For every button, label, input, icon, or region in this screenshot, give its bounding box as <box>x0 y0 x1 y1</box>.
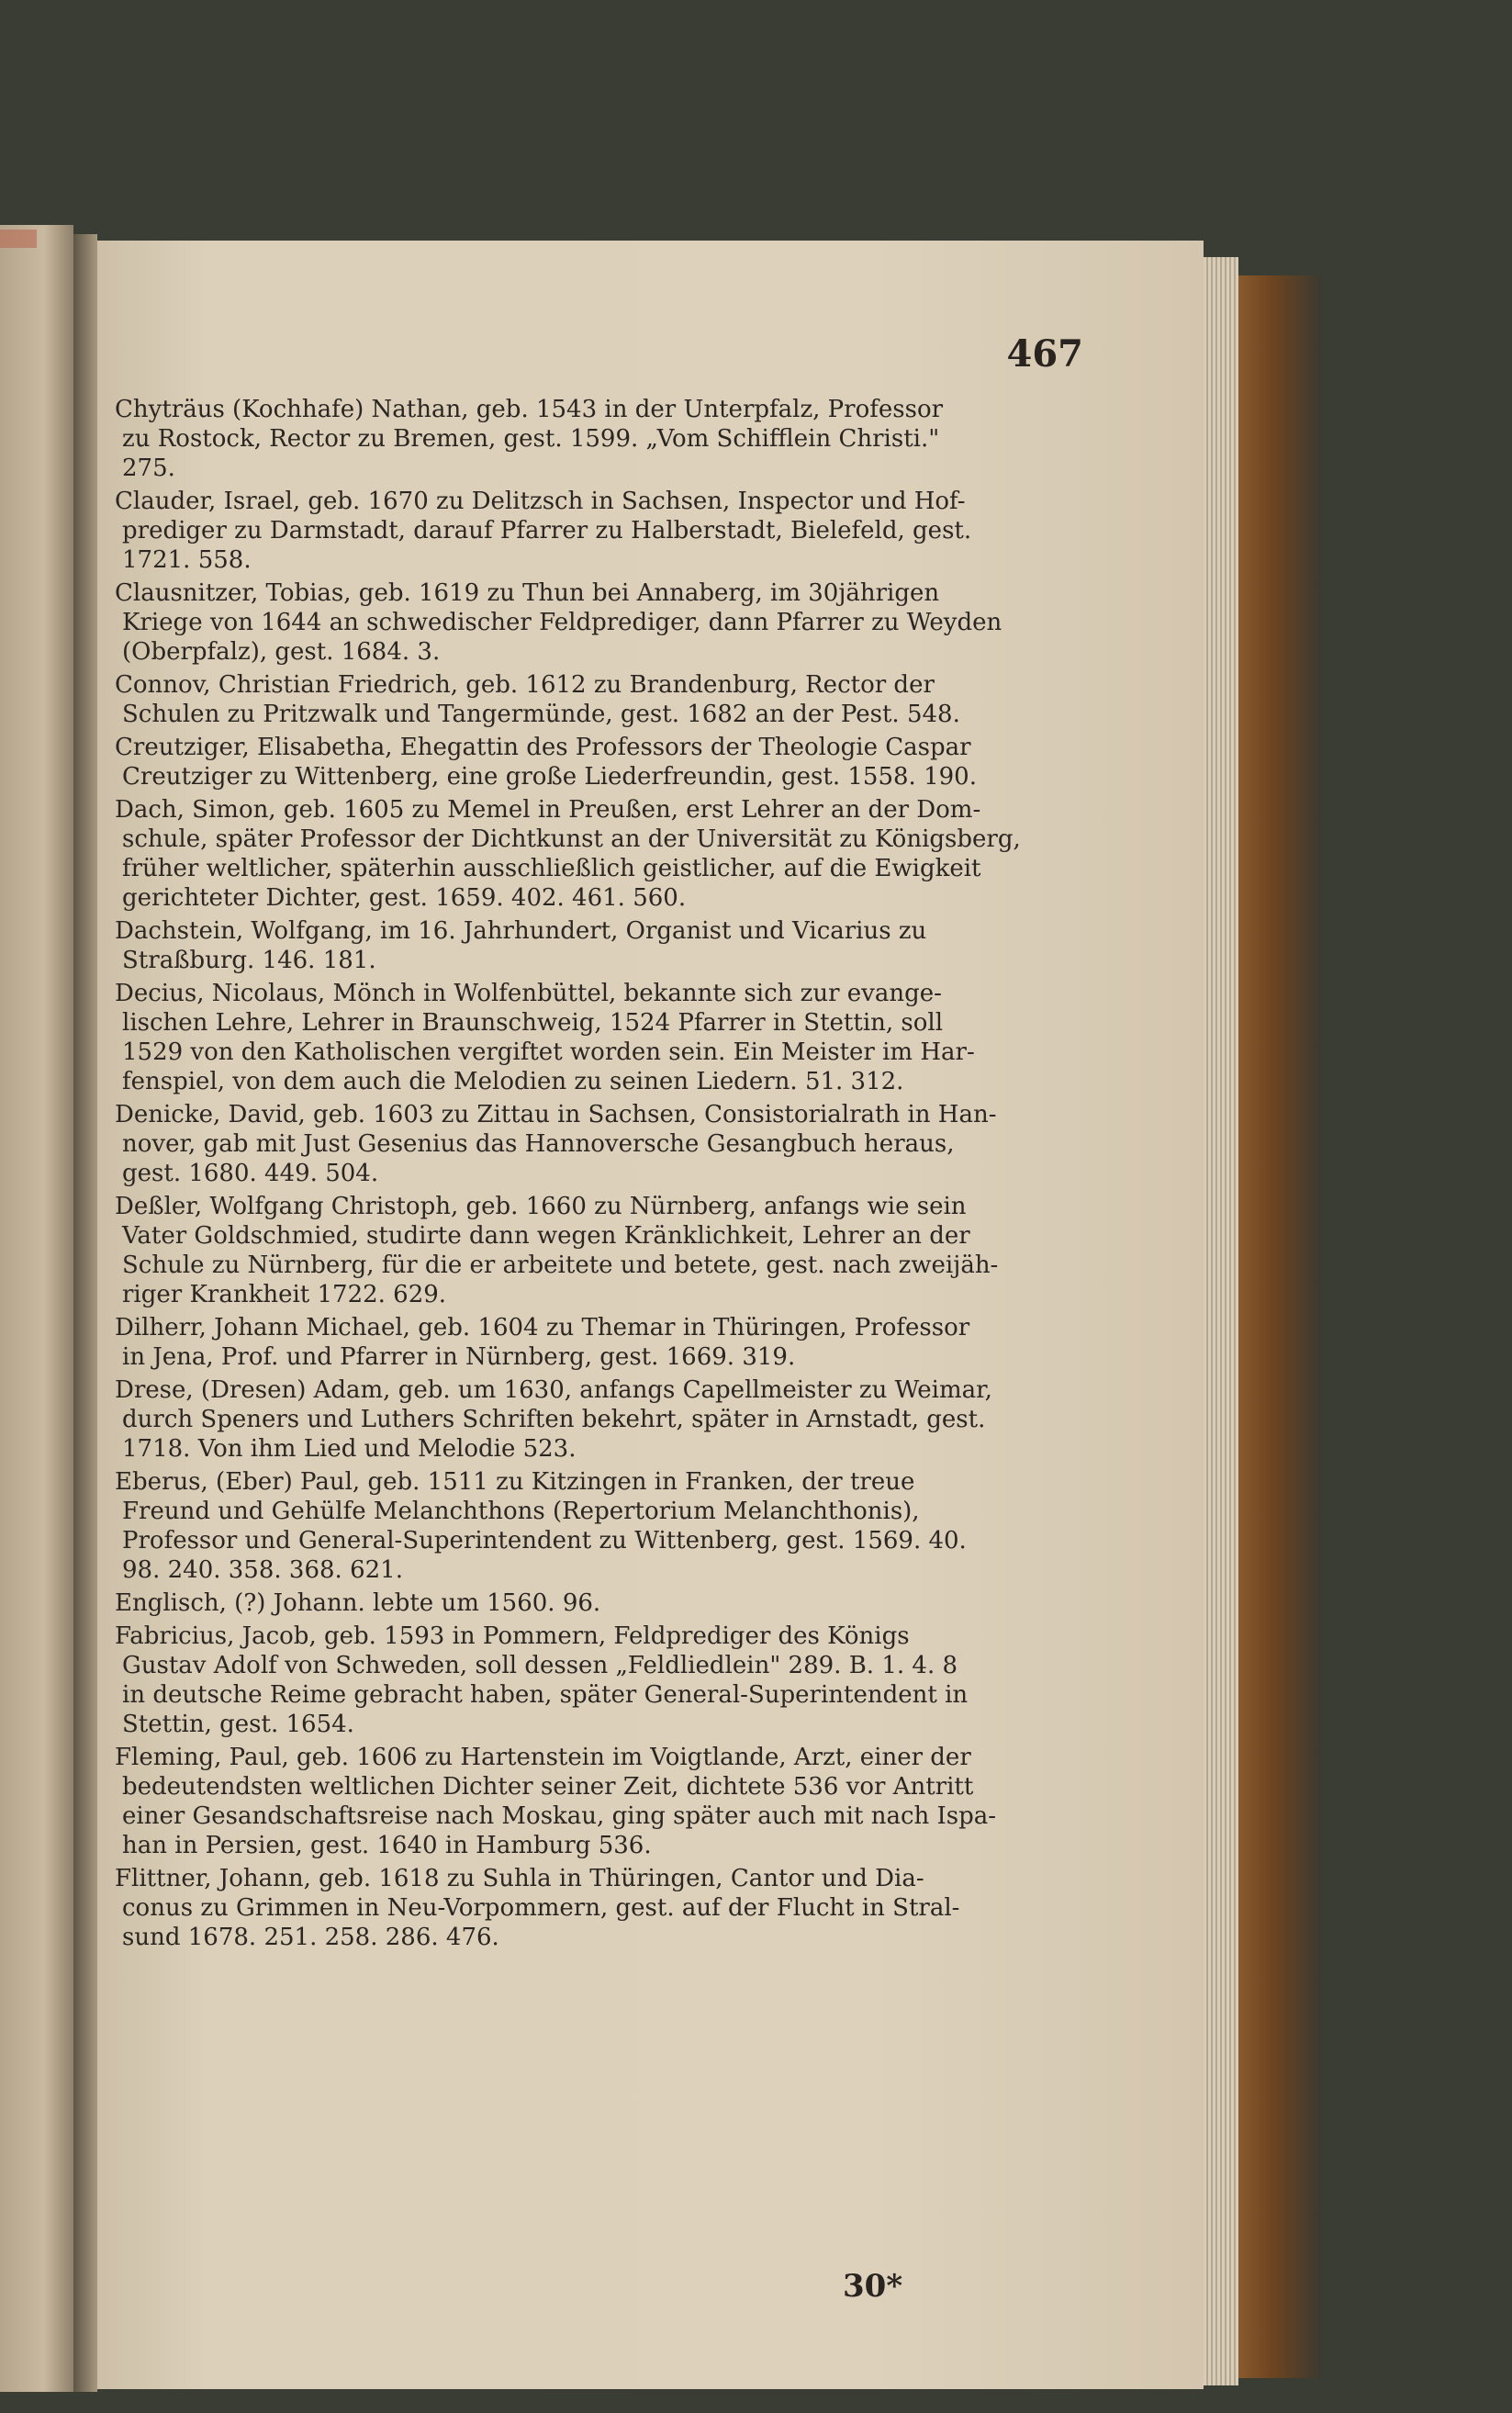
entry-line: Flittner, Johann, geb. 1618 zu Suhla in Thüringen, Cantor und Dia- <box>115 1865 924 1892</box>
book-gutter <box>73 234 97 2392</box>
entry-line: Clauder, Israel, geb. 1670 zu Delitzsch in Sachsen, Inspector und Hof- <box>115 488 966 515</box>
entry-line: han in Persien, gest. 1640 in Hamburg 536. <box>122 1832 652 1859</box>
register-entry <box>115 395 1060 483</box>
register-entry <box>115 1864 1060 1952</box>
page-number: 467 <box>1006 332 1083 376</box>
entry-line: Dach, Simon, geb. 1605 zu Memel in Preußen, erst Lehrer an der Dom- <box>115 796 981 824</box>
entry-line: zu Rostock, Rector zu Bremen, gest. 1599. „Vom Schifflein Christi." <box>122 425 940 453</box>
entry-line: fenspiel, von dem auch die Melodien zu seinen Liedern. 51. 312. <box>122 1068 904 1095</box>
register-entry <box>115 733 1060 791</box>
entry-line: prediger zu Darmstadt, darauf Pfarrer zu Halberstadt, Bielefeld, gest. <box>122 517 972 544</box>
entry-line: gest. 1680. 449. 504. <box>122 1160 379 1187</box>
entry-line: Connov, Christian Friedrich, geb. 1612 zu Brandenburg, Rector der <box>115 671 935 699</box>
left-page-stain <box>0 230 37 248</box>
entry-line: Gustav Adolf von Schweden, soll dessen „Feldliedlein" 289. B. 1. 4. 8 <box>122 1652 958 1679</box>
register-entry <box>115 578 1060 667</box>
entry-line: Fleming, Paul, geb. 1606 zu Hartenstein im Voigtlande, Arzt, einer der <box>115 1744 971 1771</box>
register-entry <box>115 1100 1060 1188</box>
register-entry <box>115 1588 1060 1618</box>
entry-line: Vater Goldschmied, studirte dann wegen Kränklichkeit, Lehrer an der <box>122 1222 970 1250</box>
entry-line: Dachstein, Wolfgang, im 16. Jahrhundert, Organist und Vicarius zu <box>115 917 927 945</box>
entry-line: sund 1678. 251. 258. 286. 476. <box>122 1924 499 1951</box>
register-entry <box>115 1313 1060 1372</box>
register-entry <box>115 916 1060 975</box>
entry-line: durch Speners und Luthers Schriften bekehrt, später in Arnstadt, gest. <box>122 1406 986 1433</box>
register-entry <box>115 1192 1060 1309</box>
entry-line: Denicke, David, geb. 1603 zu Zittau in Sachsen, Consistorialrath in Han- <box>115 1101 997 1128</box>
register-entry <box>115 795 1060 913</box>
entry-line: Decius, Nicolaus, Mönch in Wolfenbüttel, bekannte sich zur evange- <box>115 980 942 1007</box>
entry-line: riger Krankheit 1722. 629. <box>122 1281 447 1308</box>
register-entry <box>115 1467 1060 1585</box>
register-entry <box>115 1743 1060 1860</box>
entry-line: Chyträus (Kochhafe) Nathan, geb. 1543 in der Unterpfalz, Professor <box>115 396 944 423</box>
left-page-edge <box>0 225 73 2392</box>
entry-line: schule, später Professor der Dichtkunst an der Universität zu Königsberg, <box>122 825 1021 853</box>
register-entries <box>115 395 1060 1956</box>
entry-line: 1529 von den Katholischen vergiftet worden sein. Ein Meister im Har- <box>122 1038 975 1066</box>
entry-line: Schule zu Nürnberg, für die er arbeitete und betete, gest. nach zweijäh- <box>122 1251 999 1279</box>
register-entry <box>115 1622 1060 1739</box>
entry-line: Straßburg. 146. 181. <box>122 947 376 974</box>
entry-line: Englisch, (?) Johann. lebte um 1560. 96. <box>115 1589 601 1617</box>
entry-line: Creutziger zu Wittenberg, eine große Liederfreundin, gest. 1558. 190. <box>122 763 977 791</box>
register-entry <box>115 979 1060 1096</box>
entry-line: 1721. 558. <box>122 546 252 574</box>
entry-line: in deutsche Reime gebracht haben, später General-Superintendent in <box>122 1681 969 1709</box>
entry-line: in Jena, Prof. und Pfarrer in Nürnberg, gest. 1669. 319. <box>122 1343 796 1371</box>
entry-line: Creutziger, Elisabetha, Ehegattin des Professors der Theologie Caspar <box>115 734 971 761</box>
register-entry <box>115 487 1060 575</box>
entry-line: Dilherr, Johann Michael, geb. 1604 zu Themar in Thüringen, Professor <box>115 1314 970 1341</box>
entry-line: Professor und General-Superintendent zu Wittenberg, gest. 1569. 40. <box>122 1527 967 1554</box>
entry-line: Clausnitzer, Tobias, geb. 1619 zu Thun bei Annaberg, im 30jährigen <box>115 579 940 607</box>
entry-line: gerichteter Dichter, gest. 1659. 402. 461. 560. <box>122 884 687 912</box>
entry-line: 275. <box>122 455 175 482</box>
entry-line: Stettin, gest. 1654. <box>122 1711 354 1738</box>
entry-line: 1718. Von ihm Lied und Melodie 523. <box>122 1435 577 1463</box>
entry-line: Freund und Gehülfe Melanchthons (Repertorium Melanchthonis), <box>122 1498 920 1525</box>
signature-mark: 30* <box>843 2268 903 2305</box>
entry-line: lischen Lehre, Lehrer in Braunschweig, 1524 Pfarrer in Stettin, soll <box>122 1009 944 1037</box>
entry-line: einer Gesandschaftsreise nach Moskau, ging später auch mit nach Ispa- <box>122 1802 997 1830</box>
page-stack-edge <box>1204 257 1238 2385</box>
entry-line: (Oberpfalz), gest. 1684. 3. <box>122 638 441 666</box>
register-entry <box>115 670 1060 729</box>
entry-line: Drese, (Dresen) Adam, geb. um 1630, anfangs Capellmeister zu Weimar, <box>115 1376 992 1404</box>
book-cover-edge <box>1238 275 1321 2378</box>
entry-line: 98. 240. 358. 368. 621. <box>122 1556 403 1584</box>
entry-line: früher weltlicher, späterhin ausschließlich geistlicher, auf die Ewigkeit <box>122 855 981 882</box>
entry-line: bedeutendsten weltlichen Dichter seiner Zeit, dichtete 536 vor Antritt <box>122 1773 974 1801</box>
entry-line: conus zu Grimmen in Neu-Vorpommern, gest. auf der Flucht in Stral- <box>122 1894 960 1922</box>
entry-line: Kriege von 1644 an schwedischer Feldprediger, dann Pfarrer zu Weyden <box>122 609 1002 636</box>
entry-line: Deßler, Wolfgang Christoph, geb. 1660 zu Nürnberg, anfangs wie sein <box>115 1193 967 1220</box>
entry-line: Fabricius, Jacob, geb. 1593 in Pommern, Feldprediger des Königs <box>115 1622 910 1650</box>
entry-line: Schulen zu Pritzwalk und Tangermünde, gest. 1682 an der Pest. 548. <box>122 701 960 728</box>
register-entry <box>115 1375 1060 1464</box>
entry-line: nover, gab mit Just Gesenius das Hannoversche Gesangbuch heraus, <box>122 1130 955 1158</box>
entry-line: Eberus, (Eber) Paul, geb. 1511 zu Kitzingen in Franken, der treue <box>115 1468 915 1496</box>
